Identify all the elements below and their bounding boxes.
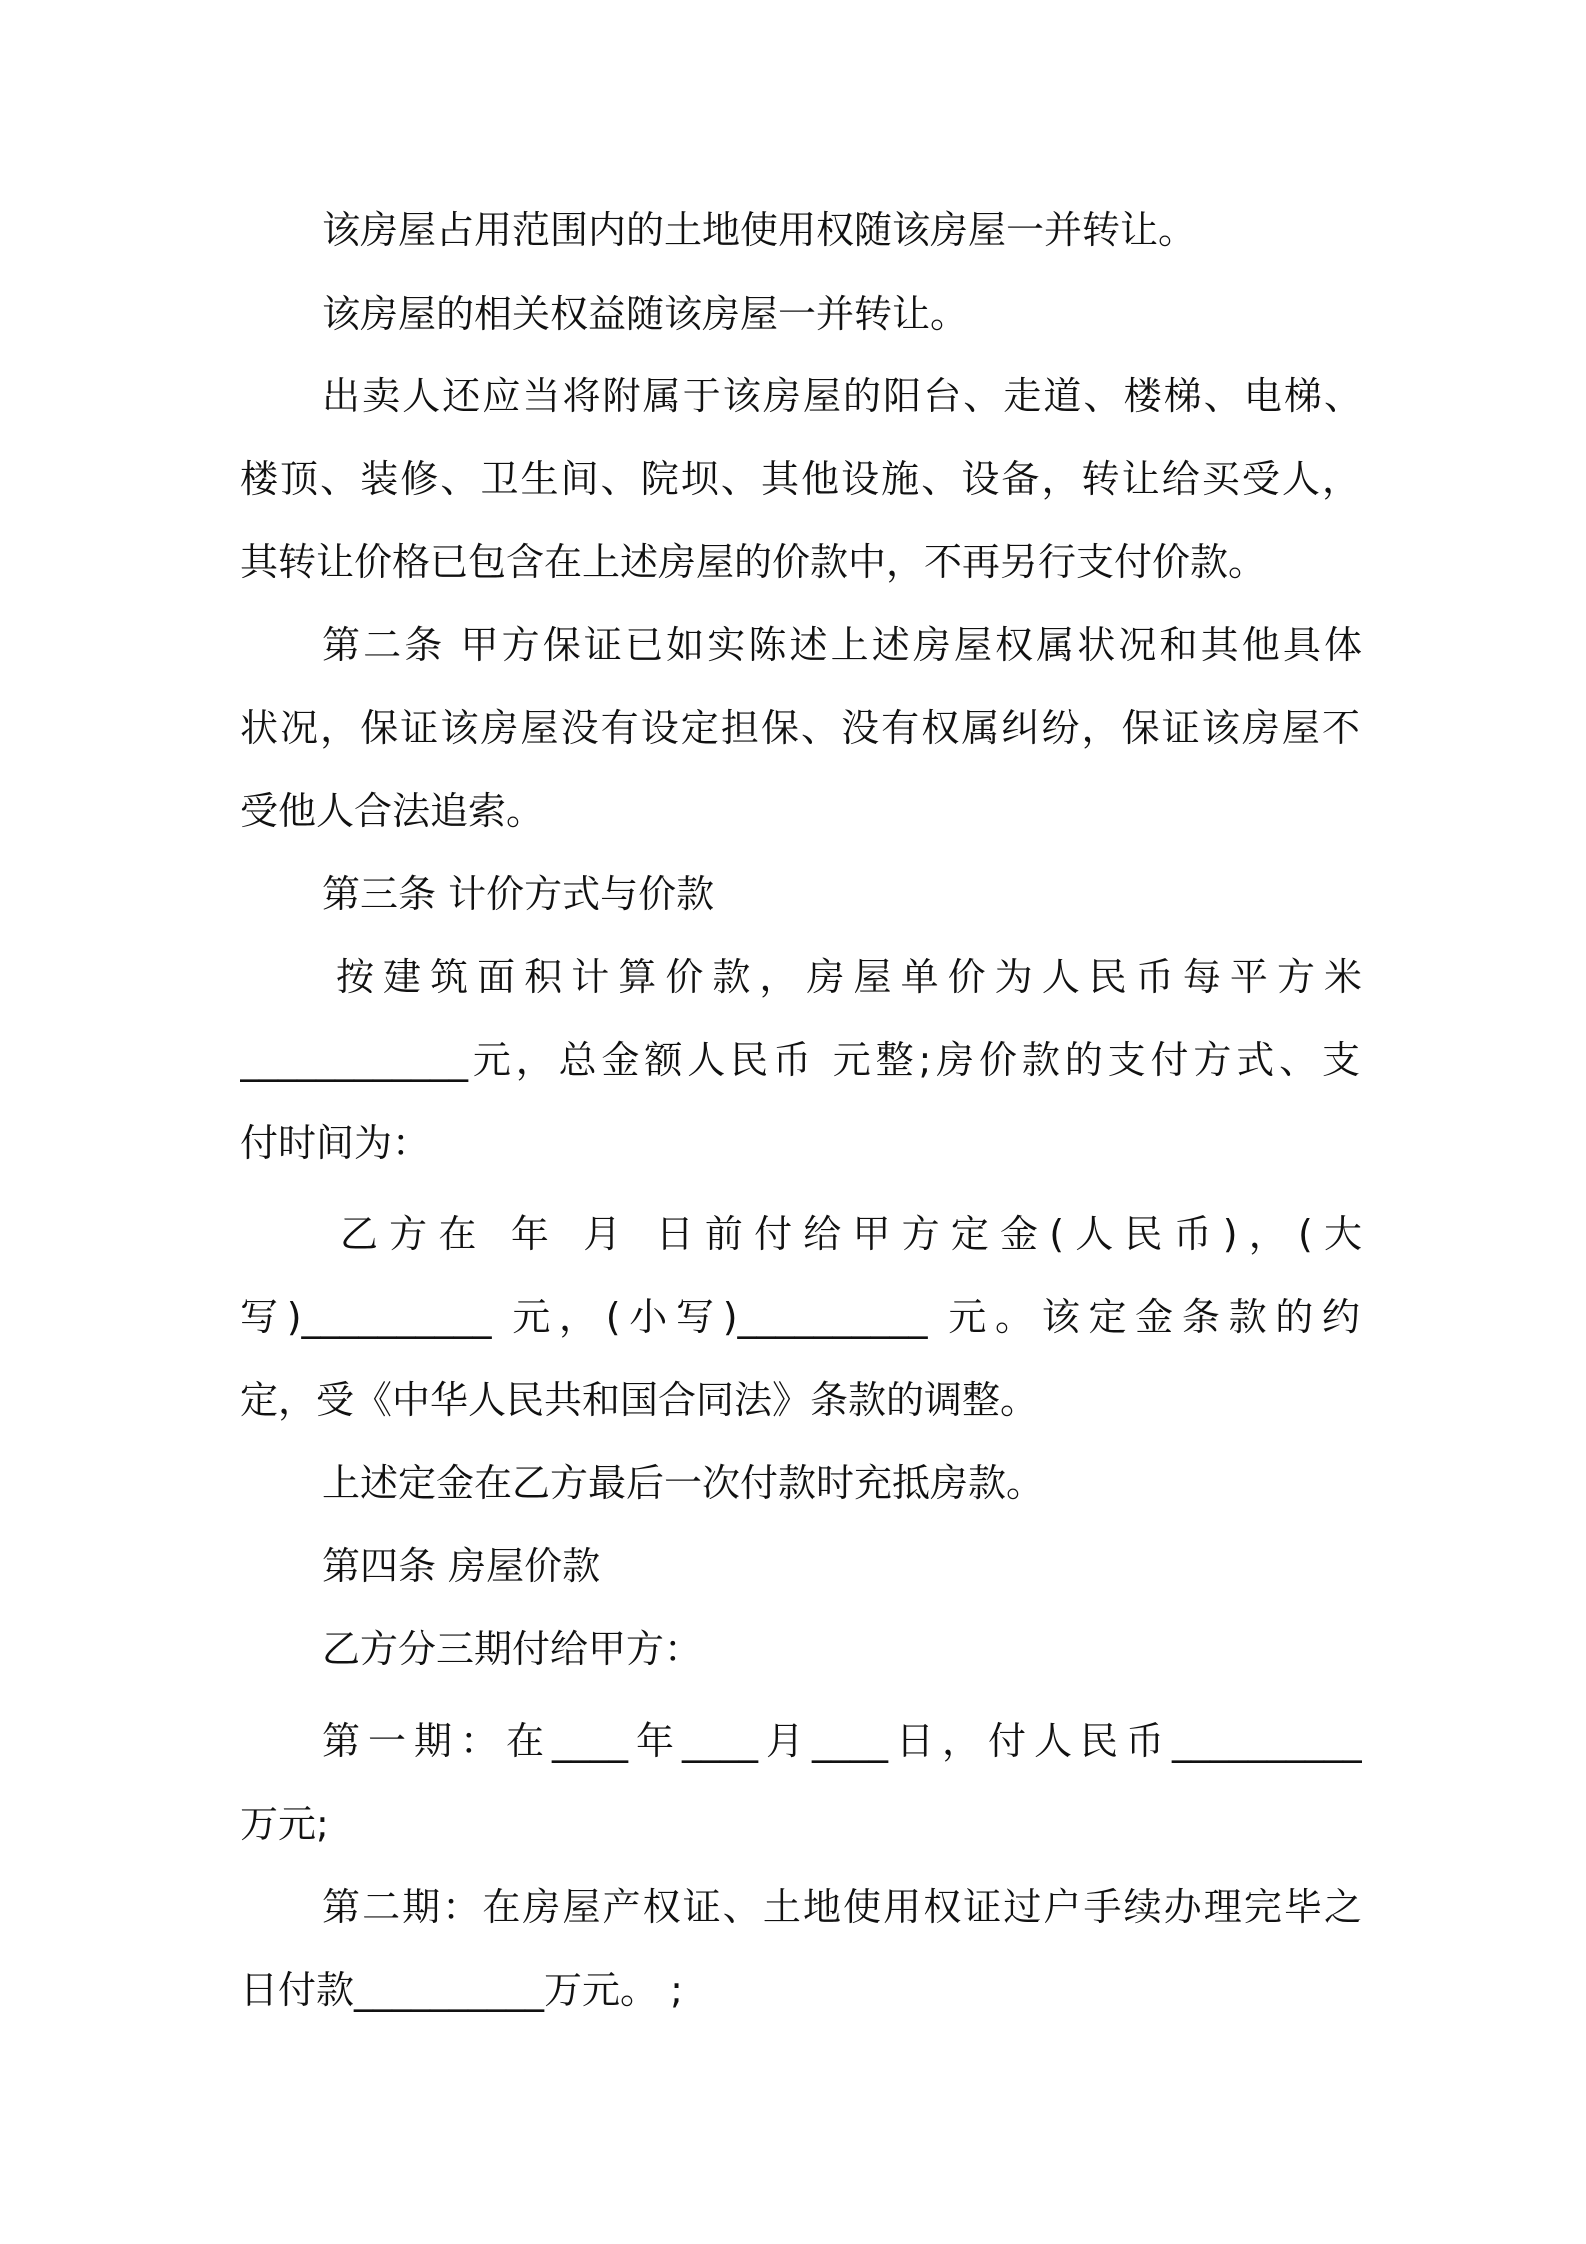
paragraph-line: 付时间为： [240, 1121, 431, 1165]
paragraph-line: 第二期：在房屋产权证、土地使用权证过户手续办理完毕之 [322, 1885, 1362, 1929]
article-heading-line: 第二条 甲方保证已如实陈述上述房屋权属状况和其他具体 [322, 623, 1362, 667]
paragraph-line: ____________元，总金额人民币 元整;房价款的支付方式、支 [240, 1038, 1360, 1082]
paragraph-line: 第一期：在____年____月____日，付人民币__________ [322, 1719, 1362, 1763]
article-heading: 第四条 房屋价款 [322, 1544, 601, 1588]
paragraph-line: 受他人合法追索。 [240, 789, 545, 833]
paragraph-line: 日付款__________万元。 ; [240, 1968, 683, 2012]
paragraph-line: 乙方分三期付给甲方： [322, 1627, 703, 1671]
paragraph-line: 其转让价格已包含在上述房屋的价款中，不再另行支付价款。 [240, 540, 1267, 584]
paragraph-line: 定，受《中华人民共和国合同法》条款的调整。 [240, 1378, 1039, 1422]
paragraph-line: 写)__________ 元，(小写)__________ 元。该定金条款的约 [240, 1295, 1360, 1339]
paragraph-line: 该房屋的相关权益随该房屋一并转让。 [322, 292, 969, 336]
paragraph-line: 按建筑面积计算价款，房屋单价为人民币每平方米 [336, 955, 1362, 999]
paragraph-line: 该房屋占用范围内的土地使用权随该房屋一并转让。 [322, 208, 1197, 252]
paragraph-line: 万元; [240, 1802, 329, 1846]
paragraph-line: 乙方在 年 月 日前付给甲方定金(人民币)，(大 [340, 1212, 1362, 1256]
paragraph-line: 出卖人还应当将附属于该房屋的阳台、走道、楼梯、电梯、 [322, 374, 1362, 418]
paragraph-line: 状况，保证该房屋没有设定担保、没有权属纠纷，保证该房屋不 [240, 706, 1360, 750]
article-heading: 第三条 计价方式与价款 [322, 872, 715, 916]
paragraph-line: 楼顶、装修、卫生间、院坝、其他设施、设备，转让给买受人， [240, 457, 1360, 501]
paragraph-line: 上述定金在乙方最后一次付款时充抵房款。 [322, 1461, 1045, 1505]
